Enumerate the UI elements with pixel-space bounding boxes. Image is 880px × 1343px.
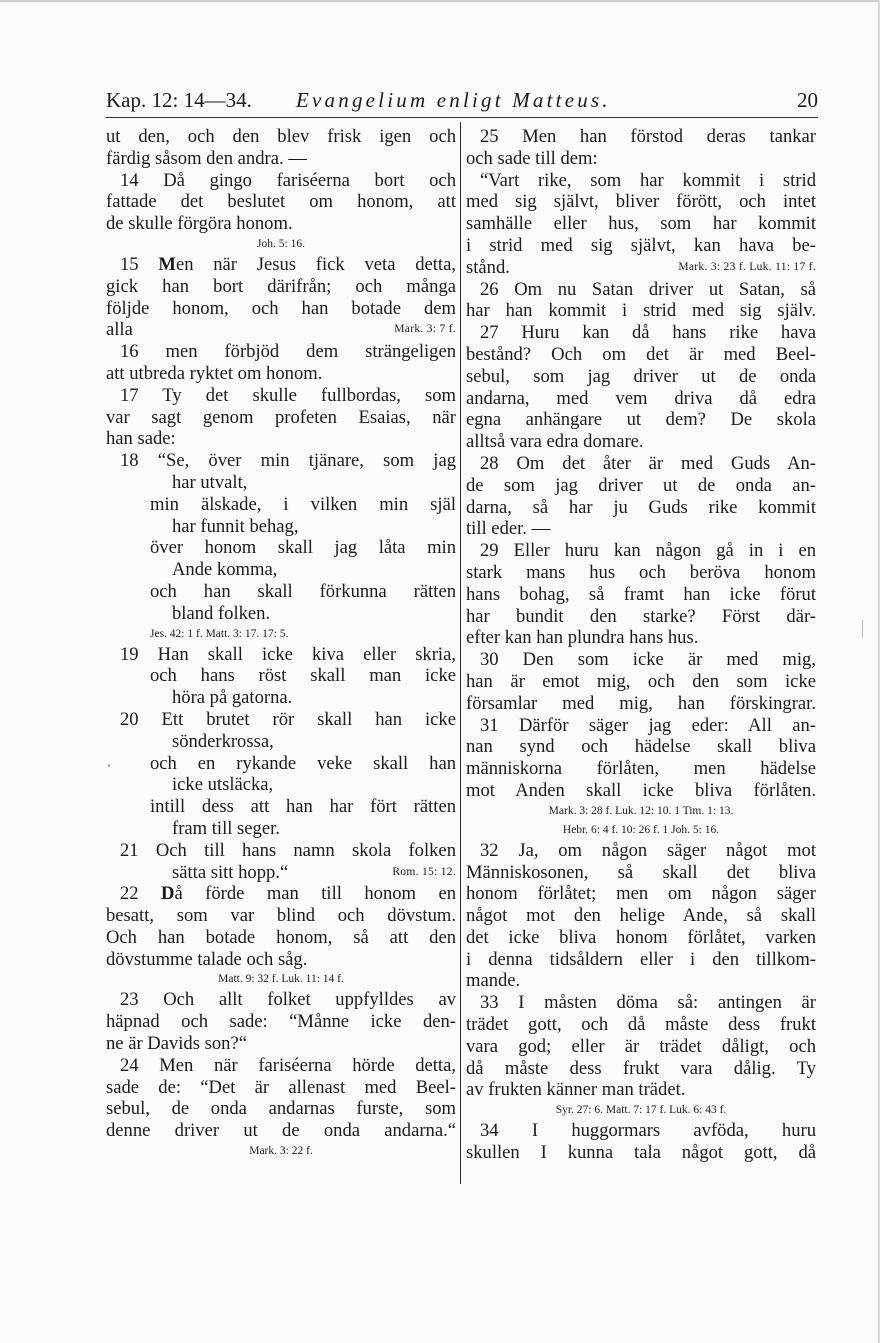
text-line: 34 I huggormars avföda, huru (480, 1120, 816, 1142)
text-line: har funnit behag, (172, 515, 299, 537)
text-line: och han skall förkunna rätten (150, 580, 456, 602)
text-line: 32 Ja, om någon säger något mot (480, 839, 816, 861)
text-line: ne är Davids son?“ (106, 1033, 247, 1055)
text-line: till eder. — (466, 518, 551, 540)
text-line: 23 Och allt folket uppfylldes av (120, 989, 456, 1011)
text-line: då måste dess frukt vara dålig. Ty (466, 1057, 816, 1079)
text-line: han sade: (106, 428, 176, 450)
left-column (106, 126, 456, 1161)
text-line: har utvalt, (172, 471, 248, 493)
text-line: 24 Men när fariséerna hörde detta, (120, 1054, 456, 1076)
text-line: 17 Ty det skulle fullbordas, som (120, 384, 456, 406)
text-line: andarna, med vem driva då edra (466, 387, 816, 409)
text-line: 16 men förbjöd dem strängeligen (120, 341, 456, 363)
text-line: församlar med mig, han förskingrar. (466, 692, 816, 714)
text-line: att utbreda ryktet om honom. (106, 362, 323, 384)
text-line: 18 “Se, över min tjänare, som jag (120, 450, 456, 472)
cross-reference: Mark. 3: 7 f. (394, 323, 456, 336)
text-line (106, 319, 456, 341)
text-line (106, 862, 456, 884)
column-divider (460, 122, 461, 1184)
text-line: sebul, de onda andarnas furste, som (106, 1098, 456, 1120)
text-line: samhälle eller hus, som har kommit (466, 213, 816, 235)
text-line: 28 Om det åter är med Guds An- (480, 452, 816, 474)
text-line: vara god; eller är trädet dåligt, och (466, 1035, 816, 1057)
verse-initial: M (158, 253, 176, 275)
chapter-reference: Kap. 12: 14—34. (106, 88, 252, 112)
text-line: efter kan han plundra hans hus. (466, 627, 699, 649)
text-line: ut den, och den blev frisk igen och (106, 126, 456, 147)
text-line: 33 I måsten döma så: antingen är (480, 992, 816, 1014)
text-line-content: stånd. (466, 256, 510, 278)
text-line: mande. (466, 970, 521, 992)
text-line: följde honom, och han botade dem (106, 297, 456, 319)
scan-top-edge (0, 0, 880, 2)
text-line: bestånd? Och om det är med Beel- (466, 343, 816, 365)
text-line: 30 Den som icke är med mig, (480, 649, 816, 671)
text-line: något mot den helige Ande, så skall (466, 905, 816, 927)
text-line: och sade till dem: (466, 147, 598, 169)
cross-reference: Hebr. 6: 4 f. 10: 26 f. 1 Joh. 5: 16. (562, 823, 720, 836)
text-line: icke utsläcka, (172, 774, 274, 796)
cross-reference: Rom. 15: 12. (392, 865, 456, 878)
text-line: och en rykande veke skall han (150, 752, 456, 774)
text-line: sönderkrossa, (172, 730, 274, 752)
cross-reference: Matt. 9: 32 f. Luk. 11: 14 f. (218, 973, 344, 986)
right-column (466, 126, 816, 1164)
text-line: var sagt genom profeten Esaias, när (106, 406, 456, 428)
text-line: Och han botade honom, så att den (106, 926, 456, 948)
text-line: “Vart rike, som har kommit i strid (480, 169, 816, 191)
text-line: 20 Ett brutet rör skall han icke (120, 708, 456, 730)
cross-reference: Syr. 27: 6. Matt. 7: 17 f. Luk. 6: 43 f. (555, 1104, 727, 1117)
cross-reference: Jes. 42: 1 f. Matt. 3: 17. 17: 5. (150, 627, 289, 640)
text-line: besatt, som var blind och dövstum. (106, 905, 456, 927)
text-line: de som jag driver ut de onda an- (466, 474, 816, 496)
text-line: av frukten känner man trädet. (466, 1079, 686, 1101)
text-line: sebul, som jag driver ut de onda (466, 365, 816, 387)
text-line: i denna tidsåldern eller i den tillkom- (466, 948, 816, 970)
text-line: sade de: “Det är allenast med Beel- (106, 1076, 456, 1098)
text-line: bland folken. (172, 602, 271, 624)
text-line: med sig självt, bliver förött, och intet (466, 191, 816, 213)
text-line: 27 Huru kan då hans rike hava (480, 322, 816, 344)
text-line: 26 Om nu Satan driver ut Satan, så (480, 278, 816, 300)
text-line: fattade det beslutet om honom, att (106, 191, 456, 213)
text-line: trädet gott, och då måste dess frukt (466, 1014, 816, 1036)
cross-reference: Mark. 3: 23 f. Luk. 11: 17 f. (678, 260, 816, 273)
text-line: alltså vara edra domare. (466, 431, 644, 453)
text-line: 29 Eller huru kan någon gå in i en (480, 540, 816, 562)
text-line: det icke bliva honom förlåtet, varken (466, 926, 816, 948)
text-line: gick han bort därifrån; och många (106, 275, 456, 297)
running-header (106, 86, 818, 114)
text-line: Ande komma, (172, 559, 278, 581)
text-line: 14 Då gingo fariséerna bort och (120, 169, 456, 191)
text-line: egna anhängare ut dem? De skola (466, 409, 816, 431)
header-rule (106, 117, 818, 118)
text-line: 22 Då förde man till honom en (120, 883, 456, 905)
text-line: honom förlåtet; men om någon säger (466, 883, 816, 905)
text-line: 21 Och till hans namn skola folken (120, 839, 456, 861)
text-line: 15 Men när Jesus fick veta detta, (120, 253, 456, 275)
text-line: nan synd och hädelse skall bliva (466, 736, 816, 758)
text-line: över honom skall jag låta min (150, 537, 456, 559)
text-line: har bundit den starke? Först där- (466, 605, 816, 627)
text-line: skullen I kunna tala något gott, då (466, 1142, 816, 1164)
text-line: darna, så har ju Guds rike kommit (466, 496, 816, 518)
cross-reference: Mark. 3: 28 f. Luk. 12: 10. 1 Tim. 1: 13. (548, 804, 734, 817)
cross-reference: Joh. 5: 16. (257, 237, 305, 250)
text-line (466, 257, 816, 279)
text-line: hans bohag, så framt han icke förut (466, 583, 816, 605)
text-line: han är emot mig, och den som icke (466, 670, 816, 692)
text-line: de skulle förgöra honom. (106, 213, 293, 235)
text-line: och hans röst skall man icke (150, 665, 456, 687)
text-line: min älskade, i vilken min själ (150, 493, 456, 515)
text-line: stark mans hus och beröva honom (466, 561, 816, 583)
text-line: 19 Han skall icke kiva eller skria, (120, 643, 456, 665)
text-line: 31 Därför säger jag eder: All an- (480, 714, 816, 736)
verse-initial: D (161, 883, 175, 905)
text-line: har han kommit i strid med sig själv. (466, 300, 816, 322)
text-line-content: alla (106, 319, 133, 341)
text-line: mot Anden skall icke bliva förlåten. (466, 779, 816, 801)
book-title: Evangelium enligt Matteus. (296, 88, 611, 112)
scan-speck (108, 764, 110, 767)
text-line: häpnad och sade: “Månne icke den- (106, 1011, 456, 1033)
text-line: denne driver ut de onda andarna.“ (106, 1120, 456, 1142)
cross-reference: Mark. 3: 22 f. (249, 1145, 313, 1158)
text-line: 25 Men han förstod deras tankar (480, 126, 816, 147)
page-number: 20 (797, 88, 818, 112)
scan-speck (862, 620, 863, 638)
text-line: Människosonen, så skall det bliva (466, 861, 816, 883)
text-line: i strid med sig självt, kan hava be- (466, 234, 816, 256)
text-line: färdig såsom den andra. — (106, 147, 307, 169)
text-line: fram till seger. (172, 817, 280, 839)
text-line: människorna förlåten, men hädelse (466, 758, 816, 780)
text-line: intill dess att han har fört rätten (150, 796, 456, 818)
text-line: dövstumme talade och såg. (106, 948, 308, 970)
text-line-content: sätta sitt hopp.“ (172, 861, 289, 883)
text-line: höra på gatorna. (172, 687, 293, 709)
